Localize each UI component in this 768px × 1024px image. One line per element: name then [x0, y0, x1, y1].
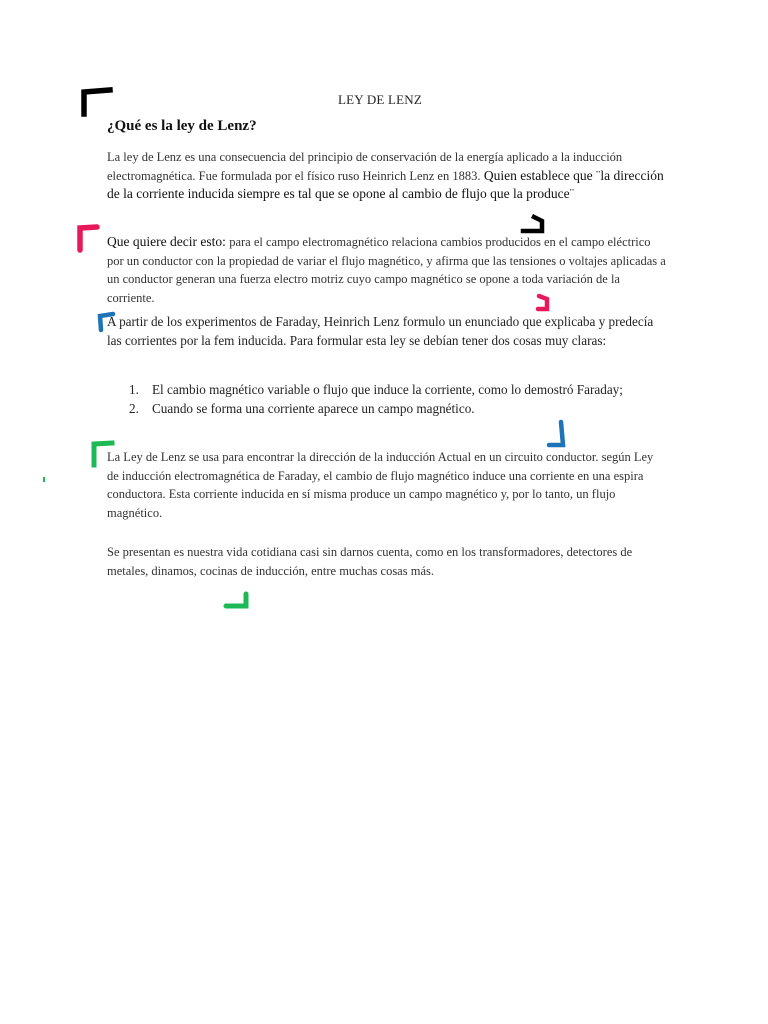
list-item-text: Cuando se forma una corriente aparece un campo magnético. [152, 400, 475, 416]
paragraph-definition-text: La ley de Lenz es una consecuencia del principio de conservación de la energía aplicado a la inducción electromagnética. Fue formulada por el físico ruso Heinrich Lenz en 1883. [107, 150, 623, 183]
paragraph-definition [107, 148, 667, 204]
green-open-bracket-icon [88, 438, 116, 468]
blue-close-bracket-icon [544, 418, 572, 452]
section-heading: ¿Qué es la ley de Lenz? [107, 118, 257, 134]
paragraph-meaning [107, 233, 667, 307]
paragraph-definition-quote: Quien establece que ¨la dirección de la corriente inducida siempre es tal que se opone al cambio de flujo que la produce¨ [107, 167, 664, 201]
numbered-list [125, 381, 645, 418]
list-item [125, 381, 645, 400]
paragraph-meaning-lead: Que quiere decir esto: [107, 234, 230, 249]
list-item-number: 2. [129, 400, 139, 416]
list-item-text: El cambio magnético variable o flujo que induce la corriente, como lo demostró Faraday; [152, 382, 623, 397]
black-close-bracket-icon [520, 214, 548, 236]
document-title: LEY DE LENZ [338, 92, 423, 107]
paragraph-applications: Se presentan es nuestra vida cotidiana casi sin darnos cuenta, como en los transformadores, detectores de metales, dinamos, cocinas de inducción, entre muchas cosas más. [107, 545, 633, 578]
list-item-number: 1. [129, 382, 139, 397]
paragraph-usage: La Ley de Lenz se usa para encontrar la dirección de la inducción Actual en un circuito conductor. según Ley de inducción electromagnética de Faraday, el cambio de flujo magnético induce una corriente en una espira conductora. Esta corriente inducida en sí misma produce un campo magnético y, por lo tanto, un flujo magnético. [107, 450, 654, 520]
green-dot-mark [43, 477, 45, 482]
blue-open-bracket-icon [94, 309, 118, 333]
list-item [125, 400, 645, 419]
paragraph-meaning-text: para el campo electromagnético relaciona cambios producidos en el campo eléctrico por un conductor con la propiedad de variar el flujo magnético, y afirma que las tensiones o voltajes aplicadas a un conductor generan una fuerza electro motriz cuyo campo magnético se opone a toda variación de la corriente. [107, 235, 666, 305]
black-open-bracket-icon [78, 86, 114, 118]
pink-close-bracket-icon [533, 292, 555, 316]
pink-open-bracket-icon [72, 222, 102, 254]
paragraph-experiments: A partir de los experimentos de Faraday, Heinrich Lenz formulo un enunciado que explicaba y predecía las corrientes por la fem inducida. Para formular esta ley se debían tener dos cosas muy claras: [107, 314, 654, 348]
green-close-bracket-icon [222, 590, 252, 614]
